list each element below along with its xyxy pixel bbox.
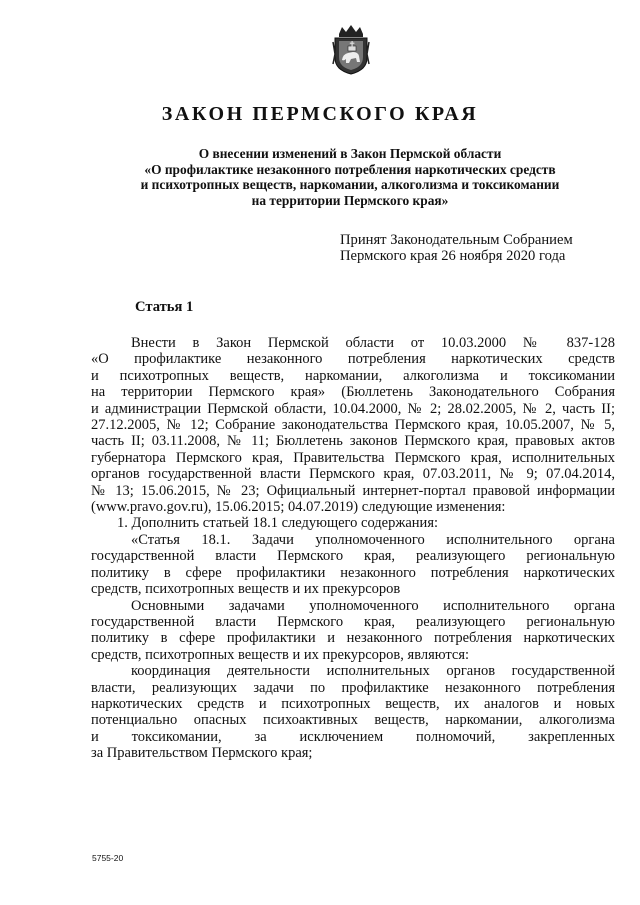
subtitle-line: «О профилактике незаконного потребления наркотических средств bbox=[144, 161, 556, 177]
law-title: ЗАКОН ПЕРМСКОГО КРАЯ bbox=[161, 103, 479, 125]
law-subtitle bbox=[95, 146, 605, 208]
body-line: губернатора Пермского края, Правительства Пермского края, исполнительных bbox=[91, 449, 615, 466]
body-line: «Статья 18.1. Задачи уполномоченного исполнительного органа bbox=[131, 531, 615, 548]
adoption-note bbox=[340, 232, 620, 264]
body-line: политику в сфере профилактики незаконного потребления наркотических bbox=[91, 564, 615, 581]
body-line: 1. Дополнить статьей 18.1 следующего содержания: bbox=[117, 515, 439, 532]
body-line: часть II; 03.11.2008, № 11; Бюллетень законов Пермского края, правовых актов bbox=[91, 433, 615, 450]
body-line: на территории Пермского края» (Бюллетень Законодательного Собрания bbox=[91, 384, 615, 401]
body-line: координация деятельности исполнительных органов государственной bbox=[131, 663, 615, 680]
perm-krai-coat-of-arms-icon bbox=[331, 24, 371, 76]
article-body bbox=[91, 335, 615, 762]
body-line: 27.12.2005, № 12; Собрание законодательства Пермского края, 10.05.2007, № 5, bbox=[91, 417, 615, 434]
body-line: средств, психотропных веществ и их прекурсоров, являются: bbox=[91, 646, 470, 663]
body-line: № 13; 15.06.2015, № 23; Официальный интернет-портал правовой информации bbox=[91, 482, 615, 499]
adoption-line: Принят Законодательным Собранием bbox=[340, 232, 573, 248]
body-line: средств, психотропных веществ и их прекурсоров bbox=[91, 581, 401, 598]
body-line: государственной власти Пермского края, реализующего региональную bbox=[91, 548, 615, 565]
body-line: политику в сфере профилактики и незаконного потребления наркотических bbox=[91, 630, 615, 647]
body-line: и психотропных веществ, наркомании, алкоголизма и токсикомании bbox=[91, 367, 615, 384]
body-line: «О профилактике незаконного потребления наркотических средств bbox=[91, 351, 615, 368]
body-line: и администрации Пермской области, 10.04.2000, № 2; 28.02.2005, № 2, часть II; bbox=[91, 400, 615, 417]
subtitle-line: и психотропных веществ, наркомании, алкоголизма и токсикомании bbox=[140, 177, 560, 192]
body-line: наркотических средств и психотропных веществ, их аналогов и новых bbox=[91, 695, 615, 712]
body-line: государственной власти Пермского края, реализующего региональную bbox=[91, 613, 615, 630]
body-line: власти, реализующих задачи по профилактике незаконного потребления bbox=[91, 679, 615, 696]
body-line: Основными задачами уполномоченного исполнительного органа bbox=[131, 597, 615, 614]
body-line: органов государственной власти Пермского края, 07.03.2011, № 9; 07.04.2014, bbox=[91, 466, 615, 483]
body-line: Внести в Закон Пермской области от 10.03.2000 № 837-128 bbox=[131, 335, 615, 351]
body-line: за Правительством Пермского края; bbox=[91, 745, 313, 762]
subtitle-line: О внесении изменений в Закон Пермской области bbox=[198, 146, 502, 161]
body-line: (www.pravo.gov.ru), 15.06.2015; 04.07.2019) следующие изменения: bbox=[91, 499, 506, 516]
body-line: потенциально опасных психоактивных веществ, наркомании, алкоголизма bbox=[91, 712, 615, 729]
subtitle-line: на территории Пермского края» bbox=[251, 192, 449, 208]
adoption-line: Пермского края 26 ноября 2020 года bbox=[340, 248, 566, 264]
article-heading: Статья 1 bbox=[135, 299, 194, 315]
body-line: и токсикомании, за исключением полномочий, закрепленных bbox=[91, 728, 615, 745]
document-code: 5755-20 bbox=[92, 853, 124, 863]
